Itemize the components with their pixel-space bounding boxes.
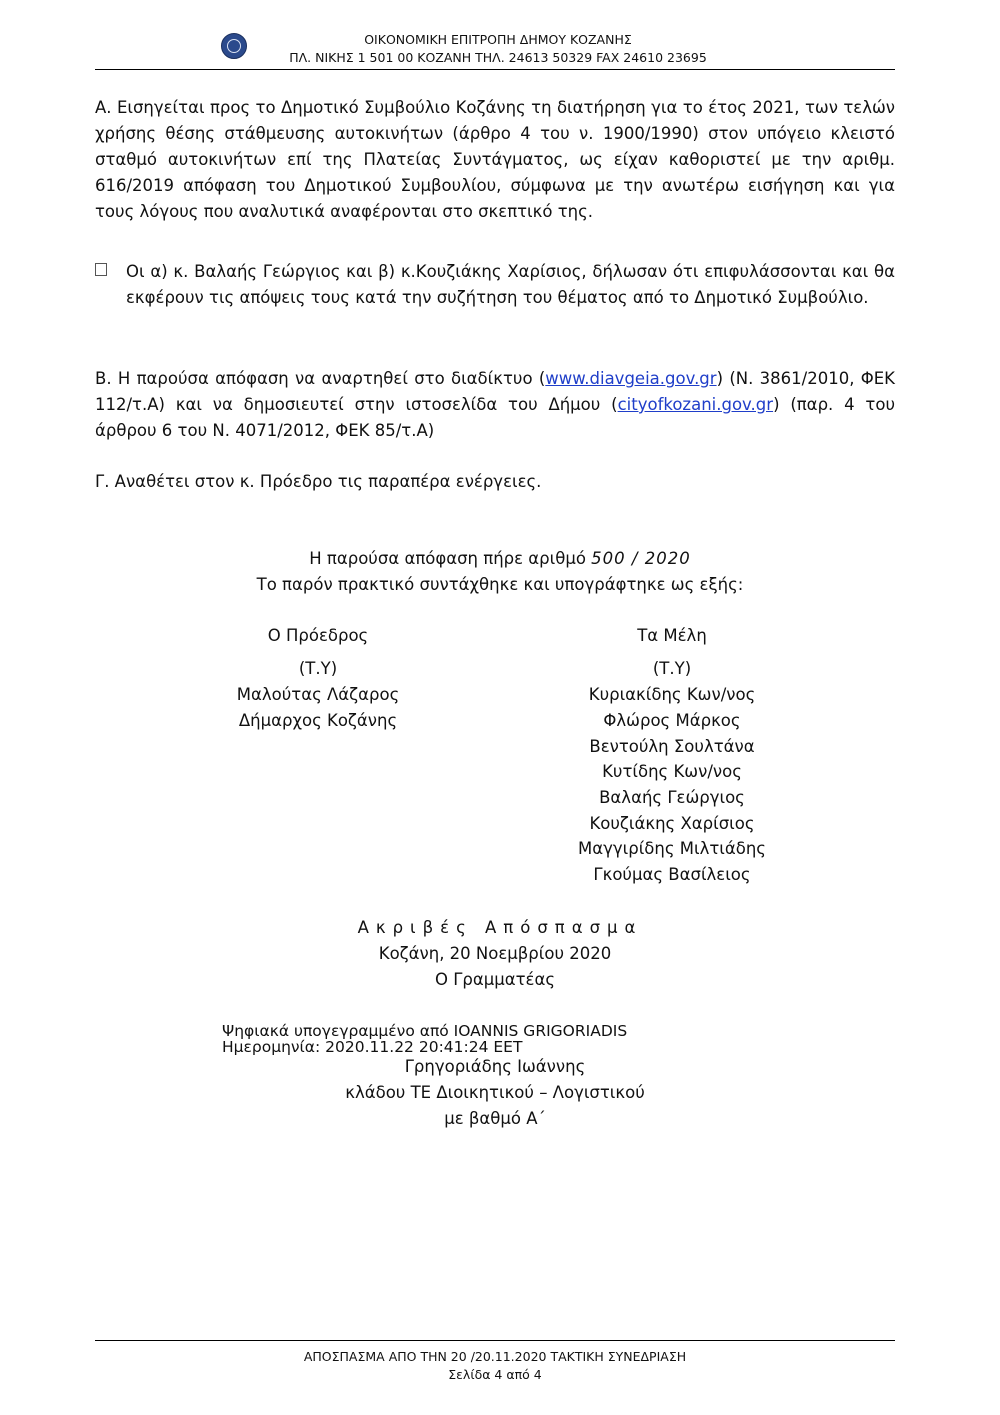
footer-page-number: Σελίδα 4 από 4 bbox=[448, 1367, 542, 1382]
president-name: Μαλούτας Λάζαρος bbox=[236, 685, 400, 704]
header-contact: ΠΛ. ΝΙΚΗΣ 1 501 00 ΚΟΖΑΝΗ ΤΗΛ. 24613 50329 FAX 24610 23695 bbox=[289, 50, 707, 65]
member-name: Κουζιάκης Χαρίσιος bbox=[589, 814, 755, 833]
header-divider bbox=[95, 69, 895, 70]
footer-session: ΑΠΟΣΠΑΣΜΑ ΑΠΟ ΤΗΝ 20 /20.11.2020 ΤΑΚΤΙΚΗ ΣΥΝΕΔΡΙΑΣΗ bbox=[303, 1349, 687, 1364]
header-title: ΟΙΚΟΝΟΜΙΚΗ ΕΠΙΤΡΟΠΗ ΔΗΜΟΥ ΚΟΖΑΝΗΣ bbox=[364, 32, 632, 47]
diavgeia-link[interactable]: www.diavgeia.gov.gr bbox=[545, 369, 717, 388]
member-name: Φλώρος Μάρκος bbox=[603, 711, 741, 730]
member-name: Κυριακίδης Κων/νος bbox=[588, 685, 756, 704]
decision-number-label: Η παρούσα απόφαση πήρε αριθμό bbox=[309, 549, 586, 568]
president-title: Ο Πρόεδρος bbox=[267, 626, 369, 645]
paragraph-b-text-1: Β. Η παρούσα απόφαση να αναρτηθεί στο διαδίκτυο ( bbox=[95, 369, 546, 388]
member-name: Βεντούλη Σουλτάνα bbox=[589, 737, 755, 756]
member-name: Γκούμας Βασίλειος bbox=[593, 865, 751, 884]
president-role: Δήμαρχος Κοζάνης bbox=[238, 711, 398, 730]
extract-title: Ακριβές Απόσπασμα bbox=[357, 918, 643, 937]
digital-signature-date: Ημερομηνία: 2020.11.22 20:41:24 EET bbox=[222, 1038, 523, 1056]
paragraph-b-text-3: ) (παρ. 4 του άρθρου 6 του Ν. 4071/2012, ΦΕΚ 85/τ.Α) bbox=[95, 395, 895, 440]
member-name: Βαλαής Γεώργιος bbox=[599, 788, 745, 807]
paragraph-b-text-2: ) (Ν. 3861/2010, ΦΕΚ 112/τ.Α) και να δημοσιευτεί στην ιστοσελίδα του Δήμου ( bbox=[95, 369, 895, 414]
secretary-name: Γρηγοριάδης Ιωάννης bbox=[404, 1057, 586, 1076]
member-name: Μαγγιρίδης Μιλτιάδης bbox=[578, 839, 766, 858]
decision-number: 500 / 2020 bbox=[591, 549, 691, 568]
decision-number-line bbox=[200, 546, 800, 572]
cityofkozani-link[interactable]: cityofkozani.gov.gr bbox=[617, 395, 774, 414]
digital-signature-signer: Ψηφιακά υπογεγραμμένο από IOANNIS GRIGORIADIS bbox=[222, 1022, 628, 1040]
minutes-statement: Το παρόν πρακτικό συντάχθηκε και υπογράφτηκε ως εξής: bbox=[256, 575, 744, 594]
footer-divider bbox=[95, 1340, 895, 1341]
place-date: Κοζάνη, 20 Νοεμβρίου 2020 bbox=[378, 944, 612, 963]
secretary-branch: κλάδου ΤΕ Διοικητικού – Λογιστικού bbox=[345, 1083, 645, 1102]
member-name: Κυτίδης Κων/νος bbox=[602, 762, 742, 781]
secretary-grade: με βαθμό Α΄ bbox=[444, 1109, 546, 1128]
bullet-box-icon bbox=[95, 263, 107, 276]
paragraph-c: Γ. Αναθέτει στον κ. Πρόεδρο τις παραπέρα ενέργειες. bbox=[95, 472, 542, 491]
secretary-title: Ο Γραμματέας bbox=[434, 970, 556, 989]
paragraph-reservations: Οι α) κ. Βαλαής Γεώργιος και β) κ.Κουζιάκης Χαρίσιος, δήλωσαν ότι επιφυλάσσονται και θα εκφέρουν τις απόψεις τους κατά την συζήτηση του θέματος από το Δημοτικό Συμβούλιο. bbox=[126, 262, 895, 307]
president-ty: (Τ.Υ) bbox=[298, 659, 338, 678]
paragraph-b bbox=[95, 366, 895, 444]
paragraph-a: Α. Εισηγείται προς το Δημοτικό Συμβούλιο Κοζάνης τη διατήρηση για το έτος 2021, των τελών χρήσης θέσης στάθμευσης αυτοκινήτων (άρθρο 4 του ν. 1900/1990) στον υπόγειο κλειστό σταθμό αυτοκινήτων επί της Πλατείας Συντάγματος, ως είχαν καθοριστεί με την αριθμ. 616/2019 απόφαση του Δημοτικού Συμβουλίου, σύμφωνα με την ανωτέρω εισήγηση και για τους λόγους που αναλυτικά αναφέρονται στο σκεπτικό της. bbox=[95, 98, 895, 221]
members-title: Τα Μέλη bbox=[637, 626, 707, 645]
members-ty: (Τ.Υ) bbox=[652, 659, 692, 678]
